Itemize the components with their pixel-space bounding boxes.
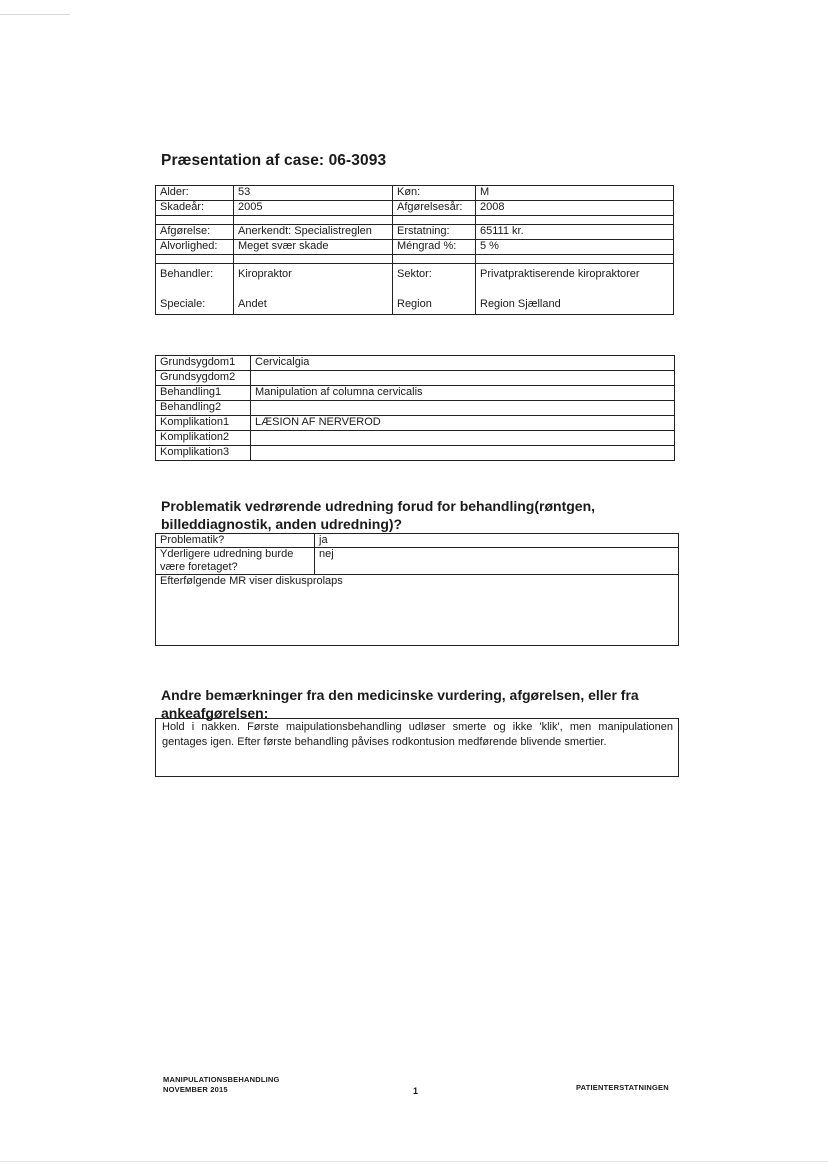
- table-row: [156, 534, 679, 548]
- table-row: [156, 240, 674, 255]
- speciale-label: Speciale:: [156, 290, 234, 315]
- diagnosis-value: [251, 446, 675, 461]
- alder-value: 53: [234, 186, 393, 201]
- table-spacer-row: [156, 216, 674, 225]
- diagnosis-label: Behandling2: [156, 401, 251, 416]
- mengrad-label: Méngrad %:: [393, 240, 476, 255]
- problem-heading: Problematik vedrørende udredning forud for behandling(røntgen, billeddiagnostik, anden udredning)?: [161, 498, 596, 532]
- diagnosis-label: Behandling1: [156, 386, 251, 401]
- table-row: [156, 446, 675, 461]
- yderligere-value: nej: [315, 548, 679, 575]
- skadeaar-label: Skadeår:: [156, 201, 234, 216]
- problematik-value: ja: [315, 534, 679, 548]
- footer-left: [163, 1075, 280, 1095]
- footer-date: NOVEMBER 2015: [163, 1085, 228, 1094]
- problematik-label: Problematik?: [156, 534, 315, 548]
- erstatning-value: 65111 kr.: [476, 225, 674, 240]
- footer-document-title: MANIPULATIONSBEHANDLING: [163, 1075, 280, 1084]
- diagnosis-value: LÆSION AF NERVEROD: [251, 416, 675, 431]
- table-row: [156, 356, 675, 371]
- region-value: Region Sjælland: [476, 290, 674, 315]
- diagnosis-value: Manipulation af columna cervicalis: [251, 386, 675, 401]
- table-row: [156, 548, 679, 575]
- diagnosis-value: [251, 401, 675, 416]
- table-spacer-row: [156, 255, 674, 264]
- remarks-text: Hold i nakken. Første maipulationsbehandling udløser smerte og ikke 'klik', men manipulationen gentages igen. Efter første behandling påvises rodkontusion medførende blivende smertier.: [155, 718, 679, 777]
- diagnosis-label: Komplikation3: [156, 446, 251, 461]
- page-number: 1: [413, 1086, 419, 1096]
- afgoerelsesaar-value: 2008: [476, 201, 674, 216]
- table-row: [156, 431, 675, 446]
- diagnosis-label: Komplikation2: [156, 431, 251, 446]
- alvorlighed-label: Alvorlighed:: [156, 240, 234, 255]
- koen-value: M: [476, 186, 674, 201]
- diagnosis-value: [251, 431, 675, 446]
- table-row: [156, 386, 675, 401]
- table-row: [156, 371, 675, 386]
- table-row: [156, 401, 675, 416]
- case-info-table: [155, 185, 674, 315]
- diagnosis-table: [155, 355, 675, 461]
- diagnosis-label: Grundsygdom2: [156, 371, 251, 386]
- scan-edge-line: [0, 1161, 828, 1162]
- behandler-value: Kiropraktor: [234, 264, 393, 291]
- diagnosis-value: [251, 371, 675, 386]
- footer-publisher: PATIENTERSTATNINGEN: [576, 1083, 669, 1092]
- table-row: [156, 264, 674, 291]
- table-row: [156, 416, 675, 431]
- diagnosis-label: Komplikation1: [156, 416, 251, 431]
- table-row: [156, 290, 674, 315]
- afgoerelse-label: Afgørelse:: [156, 225, 234, 240]
- remarks-heading: Andre bemærkninger fra den medicinske vurdering, afgørelsen, eller fra ankeafgørelsen:: [161, 687, 639, 721]
- afgoerelse-value: Anerkendt: Specialistreglen: [234, 225, 393, 240]
- table-row: [156, 186, 674, 201]
- speciale-value: Andet: [234, 290, 393, 315]
- erstatning-label: Erstatning:: [393, 225, 476, 240]
- problem-comment: Efterfølgende MR viser diskusprolaps: [156, 575, 679, 646]
- behandler-label: Behandler:: [156, 264, 234, 291]
- table-row: [156, 225, 674, 240]
- scan-edge-line: [0, 14, 70, 15]
- yderligere-label: Yderligere udredning burde være foretaget?: [156, 548, 315, 575]
- afgoerelsesaar-label: Afgørelsesår:: [393, 201, 476, 216]
- page-title: Præsentation af case: 06-3093: [161, 152, 387, 169]
- skadeaar-value: 2005: [234, 201, 393, 216]
- mengrad-value: 5 %: [476, 240, 674, 255]
- table-row: [156, 575, 679, 646]
- sektor-label: Sektor:: [393, 264, 476, 291]
- alder-label: Alder:: [156, 186, 234, 201]
- sektor-value: Privatpraktiserende kiropraktorer: [476, 264, 674, 291]
- problem-table: [155, 533, 679, 646]
- koen-label: Køn:: [393, 186, 476, 201]
- region-label: Region: [393, 290, 476, 315]
- alvorlighed-value: Meget svær skade: [234, 240, 393, 255]
- diagnosis-label: Grundsygdom1: [156, 356, 251, 371]
- table-row: [156, 201, 674, 216]
- diagnosis-value: Cervicalgia: [251, 356, 675, 371]
